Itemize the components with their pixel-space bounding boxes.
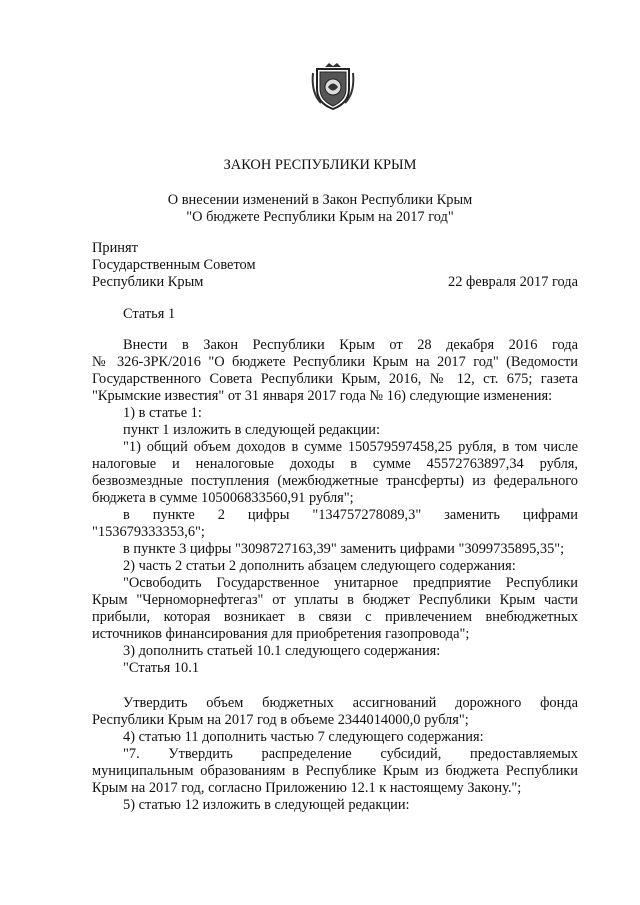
body-line: "Крымские известия" от 31 января 2017 года № 16) следующие изменения: — [92, 388, 553, 404]
law-subtitle-line: О внесении изменений в Закон Республики Крым — [167, 192, 473, 208]
body-line: безвозмездные поступления (межбюджетные трансферты) из федерального — [92, 473, 578, 489]
body-line: муниципальным образованиям в Республике Крым из бюджета Республики — [92, 763, 578, 779]
law-subtitle-line: "О бюджете Республики Крым на 2017 год" — [186, 209, 454, 225]
body-line: Крым на 2017 год, согласно Приложению 12.1 к настоящему Закону."; — [92, 780, 522, 796]
article-heading: Статья 1 — [123, 306, 176, 322]
body-line: № 326-ЗРК/2016 "О бюджете Республики Крым на 2017 год" (Ведомости — [92, 354, 578, 370]
adoption-date: 22 февраля 2017 года — [448, 274, 579, 290]
body-line: в пункте 3 цифры "3098727163,39" заменить цифрами "3099735895,35"; — [123, 541, 565, 557]
body-line: "7. Утвердить распределение субсидий, предоставляемых — [123, 746, 578, 762]
body-line: бюджета в сумме 105006833560,91 рубля"; — [92, 490, 354, 506]
adopted-line: Республики Крым — [92, 274, 204, 290]
body-line: "Статья 10.1 — [123, 660, 200, 676]
body-line: 5) статью 12 изложить в следующей редакции: — [123, 797, 410, 813]
body-line: Внести в Закон Республики Крым от 28 декабря 2016 года — [123, 337, 578, 353]
body-line: Республики Крым на 2017 год в объеме 2344014000,0 рубля"; — [92, 712, 469, 728]
body-line: прибыли, которая возникает в связи с привлечением внебюджетных — [92, 609, 578, 625]
adopted-line: Государственным Советом — [92, 257, 256, 273]
law-title: ЗАКОН РЕСПУБЛИКИ КРЫМ — [223, 157, 417, 173]
body-line: источников финансирования для приобретения газопровода"; — [92, 626, 470, 642]
body-line: налоговые и неналоговые доходы в сумме 45572763897,34 рубля, — [92, 456, 578, 472]
body-line: 3) дополнить статьей 10.1 следующего содержания: — [123, 643, 441, 659]
body-line: Государственного Совета Республики Крым, 2016, № 12, ст. 675; газета — [92, 371, 578, 387]
body-line: пункт 1 изложить в следующей редакции: — [123, 422, 380, 438]
body-line: Крым "Черноморнефтегаз" от уплаты в бюджет Республики Крым части — [92, 592, 578, 608]
body-line: "1) общий объем доходов в сумме 150579597458,25 рубля, в том числе — [123, 439, 578, 455]
body-line: Утвердить объем бюджетных ассигнований дорожного фонда — [123, 695, 578, 711]
body-line: "Освободить Государственное унитарное предприятие Республики — [123, 575, 578, 591]
body-line: 2) часть 2 статьи 2 дополнить абзацем следующего содержания: — [123, 558, 516, 574]
crimea-coat-of-arms-icon — [311, 63, 355, 111]
body-line: 1) в статье 1: — [123, 405, 202, 421]
body-line: 4) статью 11 дополнить частью 7 следующего содержания: — [123, 729, 484, 745]
body-line: "153679333353,6"; — [92, 524, 205, 540]
body-line: в пункте 2 цифры "134757278089,3" заменить цифрами — [123, 507, 578, 523]
adopted-line: Принят — [92, 240, 138, 256]
